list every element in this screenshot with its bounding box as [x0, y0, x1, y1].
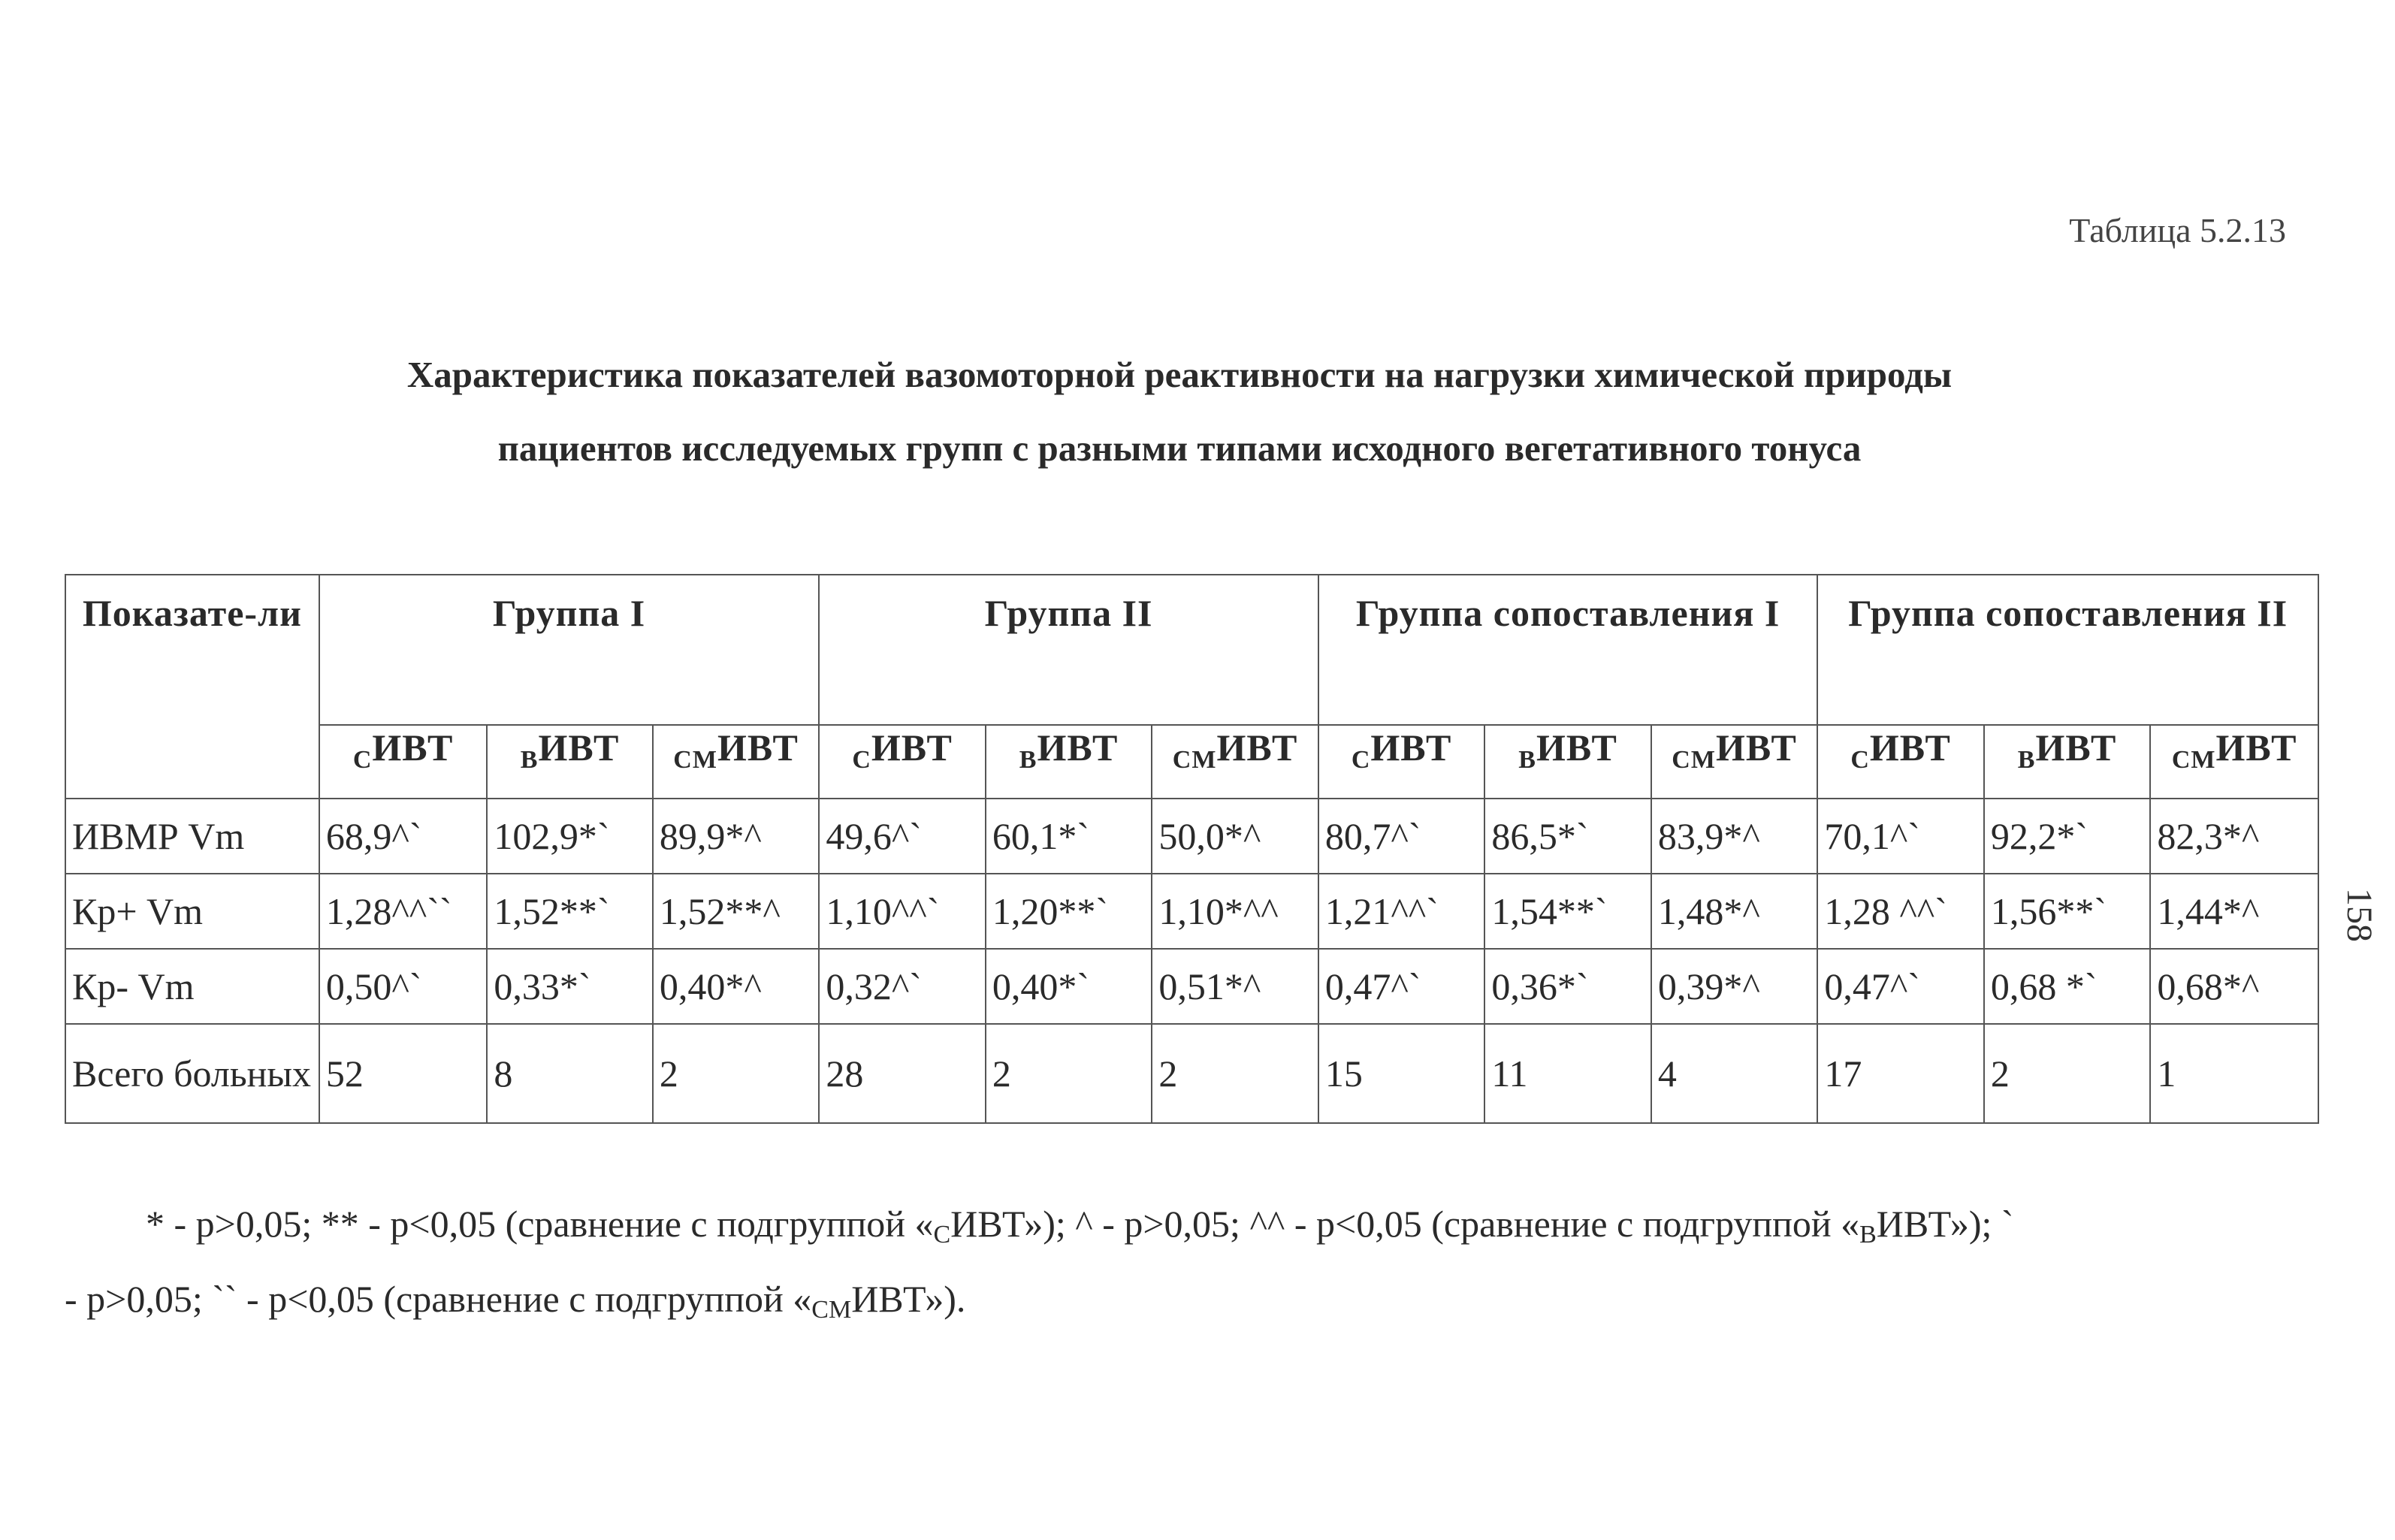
subgroup-header: $_{СМ}$ИВТ [653, 725, 820, 799]
table-row [65, 874, 2318, 949]
row-label: Кр- Vm [65, 949, 319, 1024]
table-cell: 0,33*` [487, 949, 652, 1024]
table-cell: 1 [2150, 1024, 2318, 1123]
subgroup-header: $_В$ИВТ [1984, 725, 2151, 799]
table-cell: 0,47^` [1318, 949, 1485, 1024]
table-row [65, 799, 2318, 874]
table-cell: 83,9*^ [1651, 799, 1818, 874]
table-cell: 1,52**^ [653, 874, 820, 949]
table-cell: 28 [819, 1024, 986, 1123]
subgroup-header: $_С$ИВТ [319, 725, 488, 799]
footnote-line-2: - p>0,05; `` - p<0,05 (сравнение с подгруппой «$_{СМ}ИВТ$»). [65, 1278, 966, 1324]
row-label: ИВМР Vm [65, 799, 319, 874]
table-row [65, 949, 2318, 1024]
subgroup-header: $_С$ИВТ [819, 725, 986, 799]
subgroup-header: $_{СМ}$ИВТ [2150, 725, 2318, 799]
table-row [65, 1024, 2318, 1123]
corner-header: Показате-ли [65, 575, 319, 799]
table-cell: 2 [1984, 1024, 2151, 1123]
table-cell: 92,2*` [1984, 799, 2151, 874]
table-cell: 1,48*^ [1651, 874, 1818, 949]
subgroup-header: $_{СМ}$ИВТ [1152, 725, 1318, 799]
table-cell: 0,32^` [819, 949, 986, 1024]
subgroup-header: $_{СМ}$ИВТ [1651, 725, 1818, 799]
table-cell: 0,40*` [986, 949, 1152, 1024]
table-cell: 4 [1651, 1024, 1818, 1123]
table-cell: 50,0*^ [1152, 799, 1318, 874]
table-cell: 0,40*^ [653, 949, 820, 1024]
table-cell: 0,47^` [1817, 949, 1984, 1024]
table-cell: 11 [1484, 1024, 1651, 1123]
table-cell: 60,1*` [986, 799, 1152, 874]
table-cell: 52 [319, 1024, 488, 1123]
table-cell: 2 [986, 1024, 1152, 1123]
subgroup-header: $_В$ИВТ [487, 725, 652, 799]
table-cell: 68,9^` [319, 799, 488, 874]
table-cell: 1,54**` [1484, 874, 1651, 949]
table-cell: 0,68 *` [1984, 949, 2151, 1024]
table-cell: 1,10*^^ [1152, 874, 1318, 949]
subgroup-header: $_В$ИВТ [1484, 725, 1651, 799]
table-cell: 70,1^` [1817, 799, 1984, 874]
table-cell: 86,5*` [1484, 799, 1651, 874]
table-cell: 49,6^` [819, 799, 986, 874]
subheader-row [65, 725, 2318, 799]
group-header: Группа II [819, 575, 1318, 725]
table-cell: 102,9*` [487, 799, 652, 874]
table-cell: 1,28^^`` [319, 874, 488, 949]
row-label: Кр+ Vm [65, 874, 319, 949]
table-cell: 1,20**` [986, 874, 1152, 949]
table-cell: 0,39*^ [1651, 949, 1818, 1024]
table-cell: 1,21^^` [1318, 874, 1485, 949]
group-header: Группа I [319, 575, 820, 725]
table-cell: 89,9*^ [653, 799, 820, 874]
group-header: Группа сопоставления I [1318, 575, 1818, 725]
subgroup-header: $_С$ИВТ [1817, 725, 1984, 799]
data-table [65, 574, 2319, 1124]
table-cell: 8 [487, 1024, 652, 1123]
table-cell: 1,10^^` [819, 874, 986, 949]
table-cell: 0,50^` [319, 949, 488, 1024]
group-header: Группа сопоставления II [1817, 575, 2318, 725]
table-cell: 1,52**` [487, 874, 652, 949]
table-title-line-2: пациентов исследуемых групп с разными типами исходного вегетативного тонуса [497, 427, 1862, 469]
table-title-line-1: Характеристика показателей вазомоторной реактивности на нагрузки химической природы [406, 354, 1953, 395]
table-cell: 1,56**` [1984, 874, 2151, 949]
subgroup-header: $_В$ИВТ [986, 725, 1152, 799]
footnote-line-1: * - p>0,05; ** - p<0,05 (сравнение с подгруппой «$_СИВТ$»); ^ - p>0,05; ^^ - p<0,05 (сравнение с подгруппой «$_ВИВТ$»); ` [146, 1203, 2014, 1249]
table-cell: 1,44*^ [2150, 874, 2318, 949]
table-cell: 82,3*^ [2150, 799, 2318, 874]
subgroup-header: $_С$ИВТ [1318, 725, 1485, 799]
table-cell: 17 [1817, 1024, 1984, 1123]
page-number: 158 [2339, 888, 2379, 942]
table-cell: 0,68*^ [2150, 949, 2318, 1024]
table-cell: 15 [1318, 1024, 1485, 1123]
table-cell: 80,7^` [1318, 799, 1485, 874]
table-cell: 0,51*^ [1152, 949, 1318, 1024]
table-cell: 0,36*` [1484, 949, 1651, 1024]
table-cell: 1,28 ^^` [1817, 874, 1984, 949]
table-number: Таблица 5.2.13 [2069, 211, 2286, 249]
table-cell: 2 [653, 1024, 820, 1123]
table-cell: 2 [1152, 1024, 1318, 1123]
row-label: Всего больных [65, 1024, 319, 1123]
